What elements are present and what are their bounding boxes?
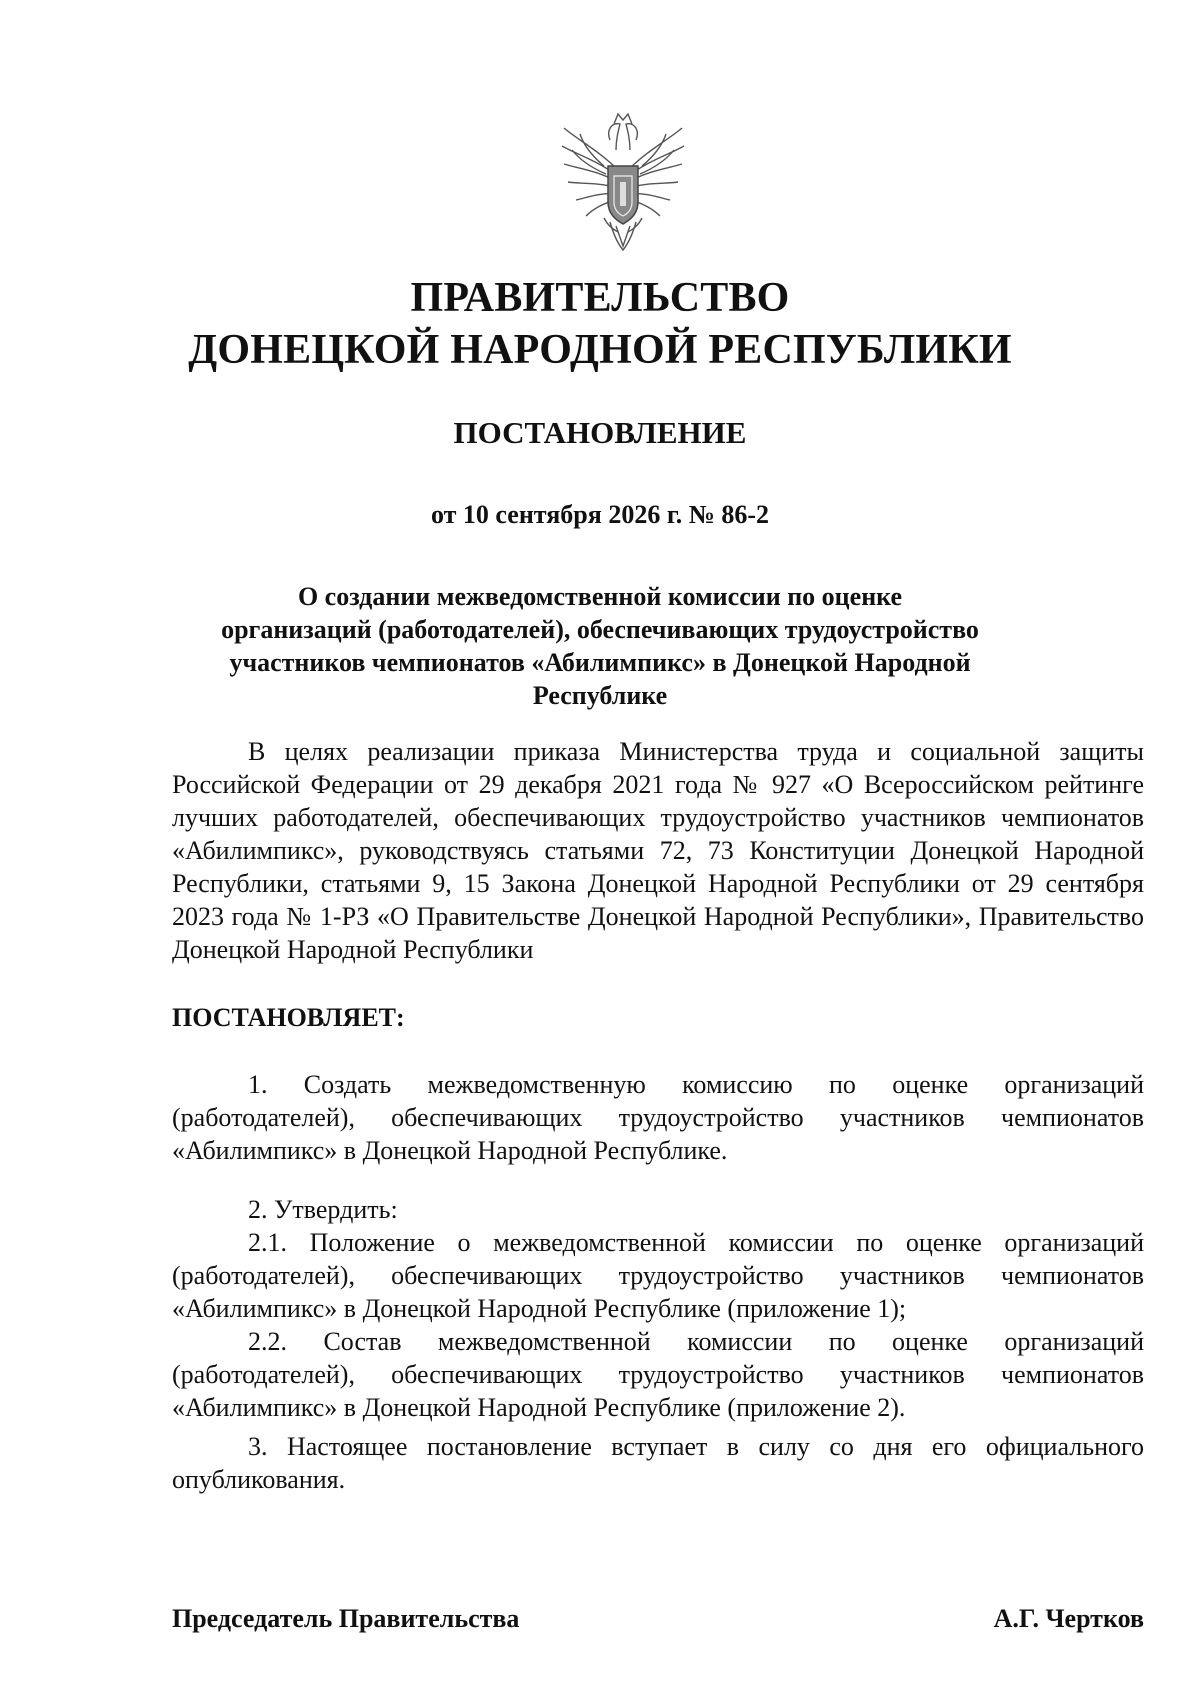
government-title [0, 272, 1200, 376]
decree-word: ПОСТАНОВЛЯЕТ: [172, 1003, 405, 1032]
signatory-position: Председатель Правительства [172, 1604, 520, 1633]
document-date-number: от 10 сентября 2026 г. № 86-2 [431, 500, 769, 529]
decree-item-3 [172, 1430, 1144, 1496]
preamble-text: В целях реализации приказа Министерства труда и социальной защиты Российской Федерации от 29 декабря 2021 года № 927 «О Всероссийском рейтинге лучших работодателей, обеспечивающих трудоустройство участников чемпионатов «Абилимпикс», руководствуясь статьями 72, 73 Конституции Донецкой Народной Республики, статьями 9, 15 Закона Донецкой Народной Республики от 29 сентября 2023 года № 1-РЗ «О Правительстве Донецкой Народной Республики», Правительство Донецкой Народной Республики [172, 737, 1144, 964]
document-type: ПОСТАНОВЛЕНИЕ [453, 415, 747, 450]
coat-of-arms-icon [558, 110, 688, 260]
decree-item-2-text: 2. Утвердить: [248, 1195, 398, 1224]
decree-item-1-text: 1. Создать межведомственную комиссию по оценке организаций (работодателей), обеспечивающих трудоустройство участников чемпионатов «Абилимпикс» в Донецкой Народной Республике. [172, 1070, 1144, 1165]
decree-item-2-2-text: 2.2. Состав межведомственной комиссии по оценке организаций (работодателей), обеспечивающих трудоустройство участников чемпионатов «Абилимпикс» в Донецкой Народной Республике (приложение 2). [172, 1327, 1144, 1422]
government-title-line1: ПРАВИТЕЛЬСТВО [410, 275, 790, 321]
signatory-name: А.Г. Чертков [993, 1604, 1144, 1633]
document-subject: О создании межведомственной комиссии по оценке организаций (работодателей), обеспечивающих трудоустройство участников чемпионатов «Абилимпикс» в Донецкой Народной Республике [221, 582, 979, 710]
decree-item-3-text: 3. Настоящее постановление вступает в силу со дня его официального опубликования. [172, 1432, 1144, 1494]
preamble [172, 735, 1144, 966]
decree-item-1 [172, 1068, 1144, 1167]
decree-item-2 [172, 1193, 1144, 1424]
decree-item-2-1-text: 2.1. Положение о межведомственной комиссии по оценке организаций (работодателей), обеспечивающих трудоустройство участников чемпионатов «Абилимпикс» в Донецкой Народной Республике (приложение 1); [172, 1228, 1144, 1323]
government-title-line2: ДОНЕЦКОЙ НАРОДНОЙ РЕСПУБЛИКИ [188, 327, 1012, 373]
